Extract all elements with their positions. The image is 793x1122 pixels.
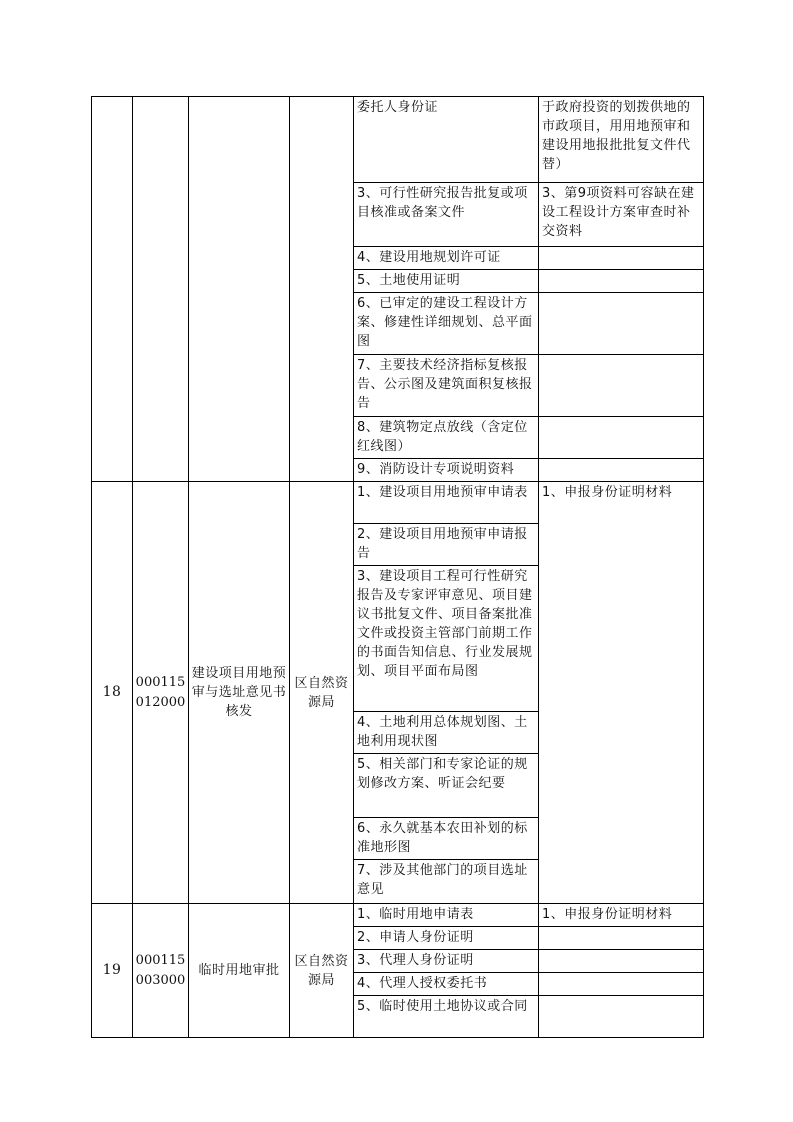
note-cell xyxy=(539,927,704,950)
material-cell: 5、土地使用证明 xyxy=(354,270,539,293)
material-cell: 4、土地利用总体规划图、土地利用现状图 xyxy=(354,712,539,754)
material-cell: 3、代理人身份证明 xyxy=(354,950,539,973)
note-cell xyxy=(539,355,704,417)
note-cell xyxy=(539,459,704,482)
code-cell xyxy=(133,97,189,482)
material-cell: 1、临时用地申请表 xyxy=(354,904,539,927)
code-cell: 000115003000 xyxy=(133,904,189,1038)
seq-cell: 19 xyxy=(92,904,133,1038)
note-cell xyxy=(539,270,704,293)
seq-cell: 18 xyxy=(92,482,133,904)
dept-cell xyxy=(290,97,354,482)
material-cell: 5、临时使用土地协议或合同 xyxy=(354,996,539,1038)
dept-cell: 区自然资源局 xyxy=(290,904,354,1038)
material-cell: 委托人身份证 xyxy=(354,97,539,183)
table-row xyxy=(92,482,704,524)
material-cell: 7、涉及其他部门的项目选址意见 xyxy=(354,860,539,904)
name-cell: 建设项目用地预审与选址意见书核发 xyxy=(189,482,290,904)
note-cell xyxy=(539,417,704,459)
material-cell: 7、主要技术经济指标复核报告、公示图及建筑面积复核报告 xyxy=(354,355,539,417)
note-cell: 1、申报身份证明材料 xyxy=(539,482,704,904)
seq-cell xyxy=(92,97,133,482)
note-cell: 于政府投资的划拨供地的市政项目，用用地预审和建设用地报批批复文件代替） xyxy=(539,97,704,183)
note-cell xyxy=(539,247,704,270)
note-cell xyxy=(539,973,704,996)
note-cell: 1、申报身份证明材料 xyxy=(539,904,704,927)
material-cell: 6、永久就基本农田补划的标准地形图 xyxy=(354,818,539,860)
material-cell: 3、可行性研究报告批复或项目核准或备案文件 xyxy=(354,183,539,247)
note-cell xyxy=(539,293,704,355)
code-cell: 000115012000 xyxy=(133,482,189,904)
table-row xyxy=(92,904,704,927)
note-cell xyxy=(539,950,704,973)
material-cell: 2、建设项目用地预审申请报告 xyxy=(354,524,539,566)
material-cell: 8、建筑物定点放线（含定位红线图） xyxy=(354,417,539,459)
note-cell xyxy=(539,996,704,1038)
material-cell: 5、相关部门和专家论证的规划修改方案、听证会纪要 xyxy=(354,754,539,818)
material-cell: 4、代理人授权委托书 xyxy=(354,973,539,996)
materials-table xyxy=(91,96,704,1038)
dept-cell: 区自然资源局 xyxy=(290,482,354,904)
name-cell xyxy=(189,97,290,482)
material-cell: 4、建设用地规划许可证 xyxy=(354,247,539,270)
material-cell: 6、已审定的建设工程设计方案、修建性详细规划、总平面图 xyxy=(354,293,539,355)
material-cell: 9、消防设计专项说明资料 xyxy=(354,459,539,482)
name-cell: 临时用地审批 xyxy=(189,904,290,1038)
material-cell: 1、建设项目用地预审申请表 xyxy=(354,482,539,524)
note-cell: 3、第9项资料可容缺在建设工程设计方案审查时补交资料 xyxy=(539,183,704,247)
material-cell: 3、建设项目工程可行性研究报告及专家评审意见、项目建议书批复文件、项目备案批准文件或投资主管部门前期工作的书面告知信息、行业发展规划、项目平面布局图 xyxy=(354,566,539,712)
table-row xyxy=(92,97,704,183)
material-cell: 2、申请人身份证明 xyxy=(354,927,539,950)
